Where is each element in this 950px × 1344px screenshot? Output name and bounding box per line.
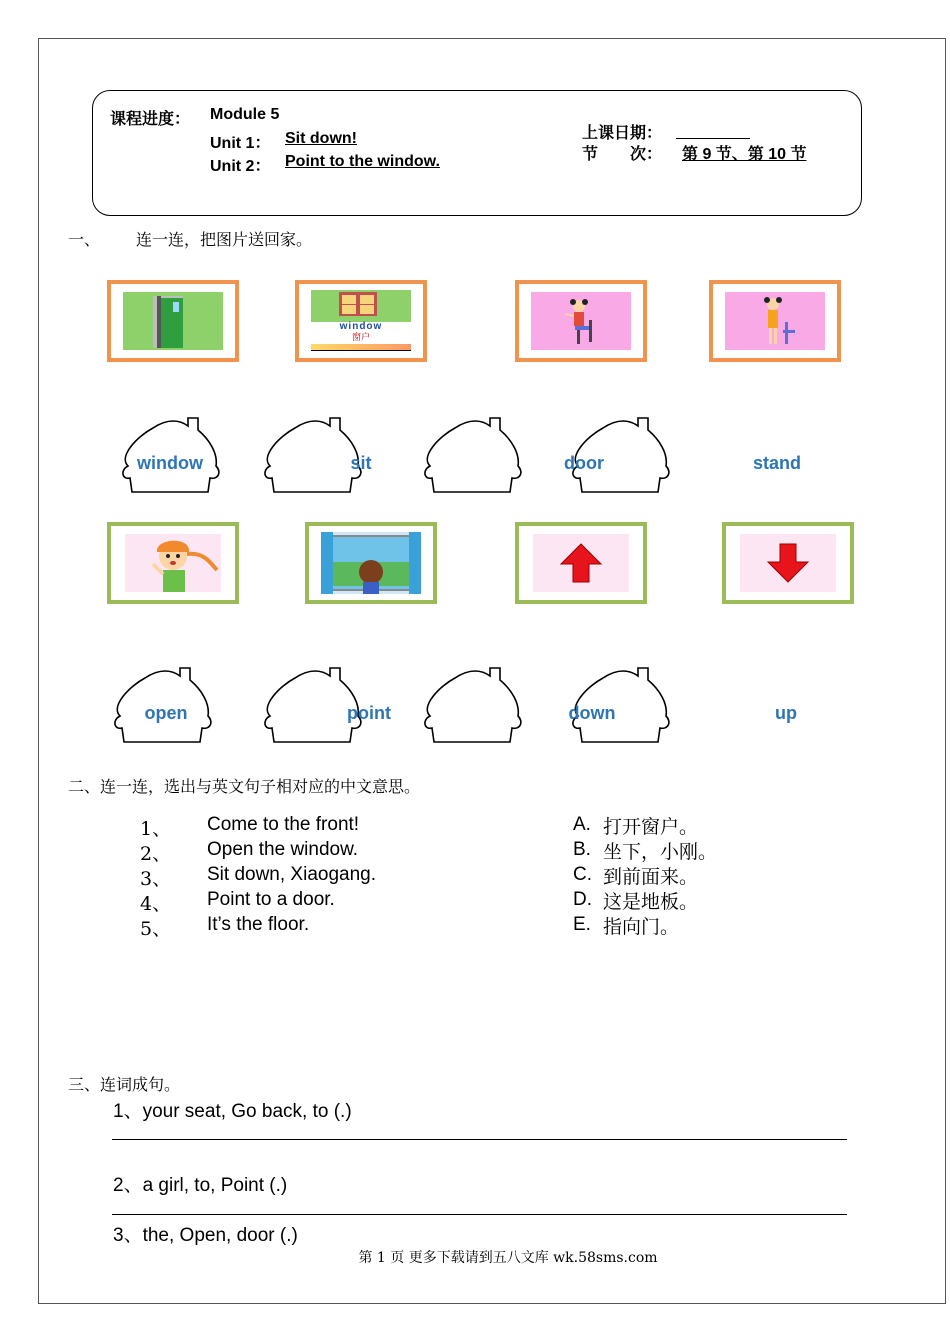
unit2-label: Unit 2： bbox=[210, 158, 271, 175]
arrow-up-icon bbox=[533, 534, 629, 592]
door-picture bbox=[107, 280, 239, 362]
girl-standing-picture bbox=[709, 280, 841, 362]
word-door: door bbox=[564, 453, 604, 473]
cn-sentence-e: 指向门。 bbox=[603, 916, 680, 938]
en-num-2: 2、 bbox=[140, 843, 172, 865]
page-footer: 第 1 页 更多下载请到五八文库 wk.58sms.com bbox=[358, 1250, 658, 1266]
window-picture bbox=[295, 280, 427, 362]
answer-line-2[interactable] bbox=[112, 1214, 847, 1215]
en-num-1: 1、 bbox=[140, 818, 172, 840]
girl-at-window-picture bbox=[305, 522, 437, 604]
cn-sentence-d: 这是地板。 bbox=[603, 891, 699, 913]
en-sentence-1: Come to the front! bbox=[207, 814, 360, 835]
down-arrow-picture bbox=[722, 522, 854, 604]
section2-title: 二、连一连，选出与英文句子相对应的中文意思。 bbox=[68, 777, 421, 796]
unit2-title: Point to the window. bbox=[285, 153, 440, 170]
unit1-title: Sit down! bbox=[285, 130, 357, 147]
window-caption-en: window bbox=[339, 321, 383, 332]
arrow-down-icon bbox=[740, 534, 836, 592]
door-icon bbox=[123, 292, 223, 350]
girl-face-icon bbox=[125, 534, 221, 592]
en-num-5: 5、 bbox=[140, 918, 172, 940]
word-up: up bbox=[775, 703, 797, 723]
session-value: 第 9 节、第 10 节 bbox=[682, 146, 807, 163]
window-caption-cn: 窗户 bbox=[351, 332, 370, 342]
cn-letter-d: D. bbox=[573, 889, 592, 910]
reorder-item-1: 1、your seat, Go back, to (.) bbox=[113, 1101, 352, 1122]
word-down: down bbox=[568, 703, 616, 723]
window-icon bbox=[311, 290, 411, 322]
house-3 bbox=[420, 416, 524, 496]
en-num-3: 3、 bbox=[140, 868, 172, 890]
word-stand: stand bbox=[752, 453, 801, 473]
section1-title: 连一连，把图片送回家。 bbox=[136, 230, 313, 249]
date-underline bbox=[676, 138, 750, 139]
girl-window-icon bbox=[321, 532, 421, 594]
word-sit: sit bbox=[350, 453, 372, 473]
en-sentence-3: Sit down, Xiaogang. bbox=[207, 864, 377, 885]
en-num-4: 4、 bbox=[140, 893, 172, 915]
en-sentence-4: Point to a door. bbox=[207, 889, 335, 910]
word-point: point bbox=[347, 703, 391, 723]
en-sentence-5: It’s the floor. bbox=[207, 914, 310, 935]
word-open: open bbox=[144, 703, 188, 723]
cn-letter-e: E. bbox=[573, 914, 591, 935]
section3-title: 三、连词成句。 bbox=[68, 1075, 181, 1094]
reorder-item-2: 2、a girl, to, Point (.) bbox=[113, 1175, 288, 1196]
reorder-item-3: 3、the, Open, door (.) bbox=[113, 1225, 298, 1246]
up-arrow-picture bbox=[515, 522, 647, 604]
cn-sentence-a: 打开窗户。 bbox=[603, 816, 699, 838]
section1-number: 一、 bbox=[68, 230, 101, 249]
house-7 bbox=[420, 666, 524, 746]
girl-open-mouth-picture bbox=[107, 522, 239, 604]
cn-sentence-c: 到前面来。 bbox=[603, 866, 699, 888]
window-caption-bar bbox=[311, 344, 411, 351]
girl-sitting-picture bbox=[515, 280, 647, 362]
answer-line-1[interactable] bbox=[112, 1139, 847, 1140]
cn-letter-b: B. bbox=[573, 839, 591, 860]
cn-letter-c: C. bbox=[573, 864, 592, 885]
girl-stand-icon bbox=[725, 292, 825, 350]
cn-sentence-b: 坐下，小刚。 bbox=[603, 841, 718, 863]
module-label: Module 5 bbox=[210, 106, 280, 123]
en-sentence-2: Open the window. bbox=[207, 839, 359, 860]
cn-letter-a: A. bbox=[573, 814, 591, 835]
date-label: 上课日期： bbox=[582, 125, 663, 142]
unit1-label: Unit 1： bbox=[210, 135, 271, 152]
word-window: window bbox=[137, 453, 203, 473]
session-label: 节 次： bbox=[582, 146, 663, 163]
girl-sit-icon bbox=[531, 292, 631, 350]
progress-label: 课程进度： bbox=[110, 111, 191, 128]
